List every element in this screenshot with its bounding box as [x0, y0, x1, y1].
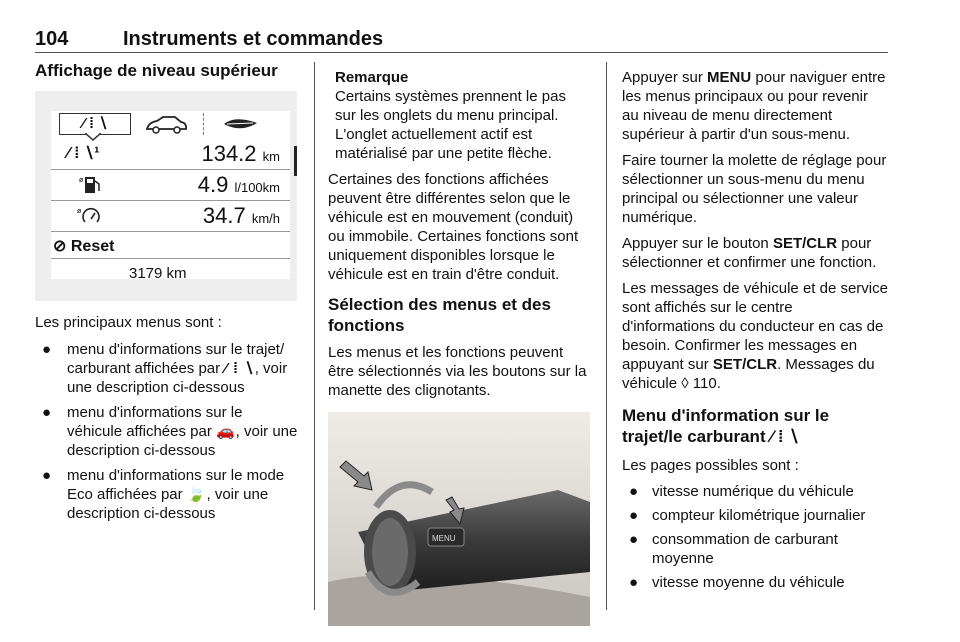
paragraph: Appuyer sur MENU pour naviguer entre les menus principaux ou pour revenir au niveau de menu directement supérieur à partir d'un sous-menu.	[622, 69, 886, 143]
trip-fuel-icon: ⁄ ⁞ ∖	[224, 360, 255, 377]
column-1	[35, 60, 300, 529]
list-item: ● consommation de carburant moyenne	[629, 531, 838, 567]
instrument-display-figure	[35, 91, 297, 301]
paragraph: Faire tourner la molette de réglage pour sélectionner un sous-menu du menu principal ou sélectionner une valeur numérique.	[622, 152, 887, 226]
display-row-consumption	[51, 170, 290, 201]
bullet-dot: ●	[42, 341, 52, 358]
intro-text: Les principaux menus sont :	[35, 314, 222, 331]
display-tab-bar	[51, 111, 290, 137]
list-item: ● menu d'informations sur le trajet/ carburant affichées par ⁄ ⁞ ∖, voir une description ci-dessous	[42, 341, 288, 396]
car-icon: 🚗	[215, 423, 236, 440]
display-scrollbar	[294, 146, 297, 176]
lever-illustration	[328, 412, 590, 626]
section-heading: Menu d'information sur le trajet/le carburant ⁄ ⁞ ∖	[622, 406, 830, 446]
bullet-dot: ●	[42, 467, 52, 484]
odometer-value: 3179 km	[129, 265, 187, 282]
bullet-dot: ●	[42, 404, 52, 421]
bullet-dot: ●	[629, 531, 639, 548]
trip-fuel-icon: ⁄ ⁞ ∖¹	[67, 145, 100, 162]
list-item: ● menu d'informations sur le mode Eco affichées par 🍃, voir une description ci-dessous	[42, 467, 285, 522]
speed-value: 34.7	[202, 203, 246, 228]
svg-text:ø: ø	[77, 208, 82, 215]
display-row-speed	[51, 201, 290, 232]
page-number: 104	[35, 28, 69, 50]
speedometer-icon	[77, 206, 101, 226]
page-list	[622, 482, 888, 592]
display-screen	[51, 111, 290, 282]
list-item: ● compteur kilométrique journalier	[629, 507, 866, 524]
distance-value: 134.2	[201, 141, 257, 166]
column-3	[622, 68, 888, 597]
set-clr-keyword: SET/CLR	[772, 235, 838, 252]
car-icon	[143, 114, 189, 134]
paragraph: Les messages de véhicule et de service sont affichés sur le centre d'informations du conducteur en cas de besoin. Confirmer les messages en appuyant sur SET/CLR. Messages du véhicule ◊ 110.	[622, 280, 888, 392]
photo-menu-label: MENU	[432, 534, 456, 543]
display-row-reset	[51, 232, 290, 259]
tab-separator	[203, 113, 204, 135]
note-title: Remarque	[335, 69, 409, 86]
trip-fuel-tab	[59, 113, 131, 135]
set-clr-keyword: SET/CLR	[712, 356, 778, 373]
paragraph: Certaines des fonctions affichées peuvent être différentes selon que le véhicule est en mouvement (conduit) ou immobile. Certaines fonctions sont uniquement disponibles lorsque le véhicule est en train d'être conduit.	[328, 171, 579, 283]
menu-keyword: MENU	[707, 69, 752, 86]
trip-fuel-icon: ⁄ ⁞ ∖	[82, 115, 108, 132]
eco-icon: 🍃	[186, 486, 207, 503]
consumption-unit: l/100km	[234, 180, 280, 195]
speed-unit: km/h	[251, 211, 280, 226]
check-circle-icon: ⊘	[53, 238, 67, 255]
page-title: Instruments et commandes	[123, 28, 384, 50]
page-header	[35, 26, 888, 53]
distance-unit: km	[262, 149, 280, 164]
reset-label: Reset	[70, 238, 115, 255]
bullet-dot: ●	[629, 574, 639, 591]
list-item: ● vitesse moyenne du véhicule	[629, 574, 845, 591]
column-2	[328, 68, 590, 626]
page-reference-link[interactable]: ◊ 110.	[681, 375, 721, 392]
svg-text:ø: ø	[79, 177, 84, 184]
section-heading: Affichage de niveau supérieur	[35, 61, 278, 80]
column-divider	[314, 62, 315, 610]
display-row-odometer	[51, 259, 290, 283]
list-item: ● menu d'informations sur le véhicule affichées par 🚗, voir une description ci-dessous	[42, 404, 298, 459]
bullet-dot: ●	[629, 507, 639, 524]
paragraph: Appuyer sur le bouton SET/CLR pour sélectionner et confirmer une fonction.	[622, 235, 877, 271]
list-item: ● vitesse numérique du véhicule	[629, 483, 854, 500]
paragraph: Les menus et les fonctions peuvent être sélectionnés via les boutons sur la manette des clignotants.	[328, 344, 587, 399]
consumption-value: 4.9	[197, 172, 229, 197]
section-heading: Sélection des menus et des fonctions	[328, 295, 551, 335]
note-box	[328, 68, 590, 163]
intro-text: Les pages possibles sont :	[622, 457, 799, 474]
eco-icon	[221, 115, 261, 133]
note-text: Certains systèmes prennent le pas sur les onglets du menu principal. L'onglet actuellement actif est matérialisé par une petite flèche.	[335, 88, 566, 162]
menu-list	[35, 340, 300, 523]
column-divider	[606, 62, 607, 610]
fuel-pump-icon	[79, 175, 101, 195]
turn-signal-lever-photo	[328, 412, 590, 626]
bullet-dot: ●	[629, 483, 639, 500]
display-row-distance	[51, 139, 290, 170]
